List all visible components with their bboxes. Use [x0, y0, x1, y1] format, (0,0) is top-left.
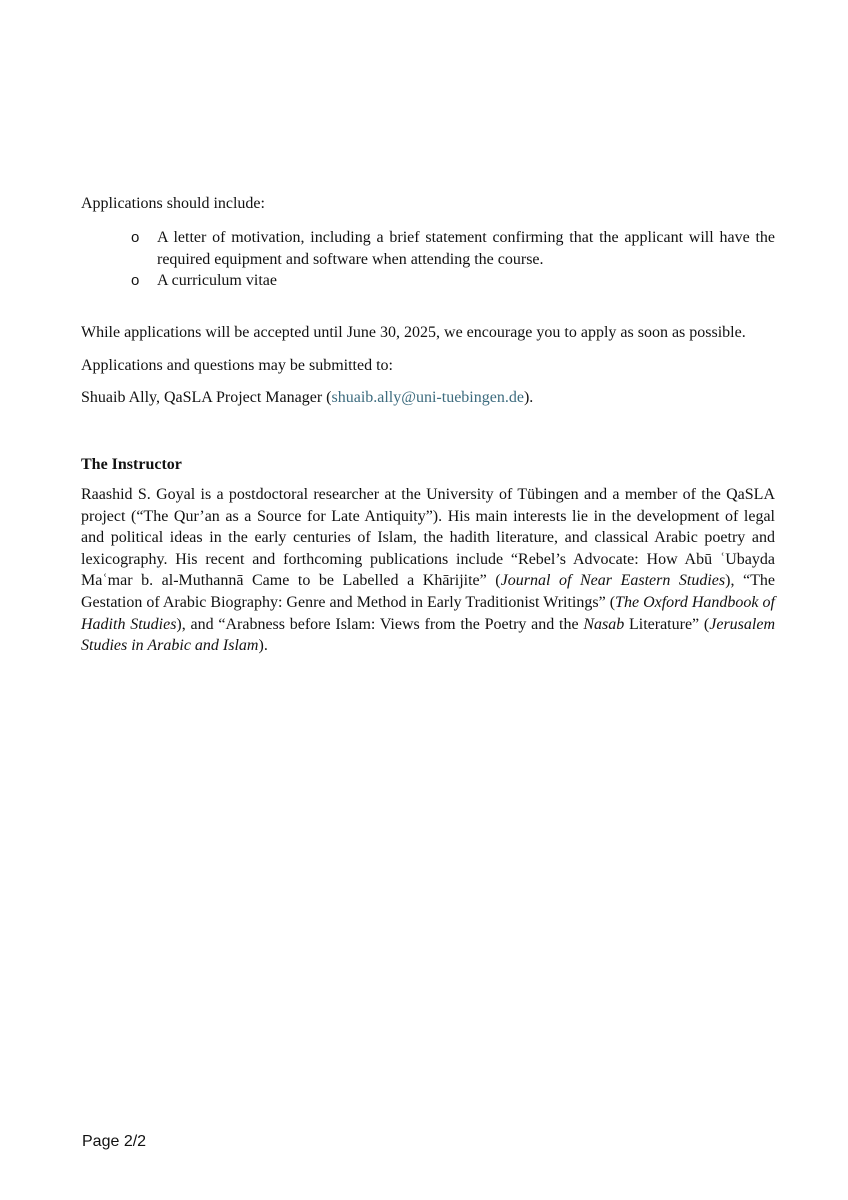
bio-italic-title: Nasab: [583, 615, 625, 633]
contact-prefix: Shuaib Ally, QaSLA Project Manager (: [81, 389, 332, 406]
applications-intro: Applications should include:: [81, 195, 265, 212]
bio-italic-title: Journal of Near Eastern Studies: [500, 572, 726, 590]
bullet-icon: o: [131, 229, 140, 246]
list-item-text: A letter of motivation, including a brief statement confirming that the applicant will have the required equipment and software when attending the course.: [157, 229, 775, 268]
instructor-bio: [81, 484, 775, 657]
instructor-heading: The Instructor: [81, 456, 182, 473]
bio-text-run: ), “The Gestation of Arabic Biography: Genre and Method in Early Traditionist Writings” (: [81, 572, 775, 611]
submit-text: Applications and questions may be submitted to:: [81, 357, 393, 374]
bio-text-run: Literature” (: [624, 615, 710, 633]
list-item: [81, 270, 781, 292]
page-number: Page 2/2: [82, 1133, 147, 1150]
bio-text-run: ), and “Arabness before Islam: Views from the Poetry and the: [176, 615, 584, 633]
list-item-text: A curriculum vitae: [157, 272, 277, 290]
bio-italic-title: Jerusalem Studies in Arabic and Islam: [81, 615, 776, 655]
bio-italic-title: The Oxford Handbook of Hadith Studies: [81, 593, 775, 633]
bullet-icon: o: [131, 272, 140, 290]
list-item: [81, 227, 781, 270]
deadline-text: While applications will be accepted until June 30, 2025, we encourage you to apply as soon as possible.: [81, 324, 746, 341]
contact-line: [81, 387, 775, 409]
applications-list: [81, 227, 781, 292]
contact-suffix: ).: [523, 389, 534, 406]
contact-email-link[interactable]: shuaib.ally@uni-tuebingen.de: [331, 389, 524, 406]
bio-text-run: Raashid S. Goyal is a postdoctoral researcher at the University of Tübingen and a member of the QaSLA project (“The Qur’an as a Source for Late Antiquity”). His main interests lie in the development of legal and political ideas in the early centuries of Islam, the hadith literature, and classical Arabic poetry and lexicography. His recent and forthcoming publications include “Rebel’s Advocate: How Abū ʿUbayda Maʿmar b. al-Muthannā Came to be Labelled a Khārijite” (: [81, 486, 775, 590]
bio-text-run: ).: [258, 637, 268, 655]
